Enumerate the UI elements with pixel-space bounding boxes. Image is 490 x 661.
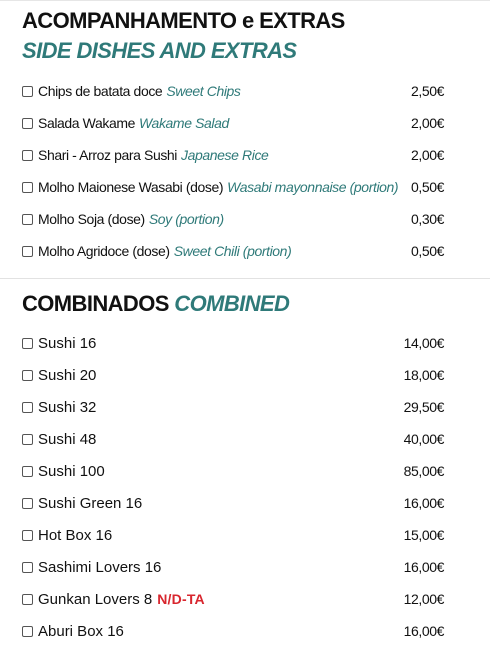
menu-item-name-pt: Chips de batata doce	[38, 83, 163, 99]
combo-item-checkbox[interactable]	[22, 466, 33, 477]
combo-item-checkbox[interactable]	[22, 370, 33, 381]
menu-item-name-pt: Molho Soja (dose)	[38, 211, 145, 227]
menu-item	[22, 112, 444, 134]
menu-item-checkbox[interactable]	[22, 246, 33, 257]
combo-item	[22, 332, 444, 354]
menu-item-checkbox[interactable]	[22, 150, 33, 161]
side-section-title: ACOMPANHAMENTO e EXTRAS	[22, 8, 345, 33]
menu-item-price: 0,30€	[410, 211, 444, 227]
combo-item-price: 29,50€	[403, 399, 444, 415]
combo-item-checkbox[interactable]	[22, 434, 33, 445]
combo-item-checkbox[interactable]	[22, 626, 33, 637]
menu-item-name-en: Wakame Salad	[139, 115, 229, 131]
combo-item	[22, 524, 444, 546]
combo-item	[22, 396, 444, 418]
combo-item	[22, 428, 444, 450]
menu-item-checkbox[interactable]	[22, 118, 33, 129]
combo-item-name: Sushi 32	[38, 398, 97, 416]
combo-item-price: 16,00€	[403, 559, 444, 575]
combo-item-price: 18,00€	[403, 367, 444, 383]
combo-item-price: 15,00€	[403, 527, 444, 543]
combo-item	[22, 588, 444, 610]
menu-item-checkbox[interactable]	[22, 86, 33, 97]
section-divider	[0, 278, 490, 279]
menu-item-name-en: Sweet Chips	[166, 83, 241, 99]
combo-item-price: 12,00€	[403, 591, 444, 607]
combo-item-checkbox[interactable]	[22, 562, 33, 573]
combined-title-en: COMBINED	[174, 291, 290, 316]
menu-item-price: 2,50€	[410, 83, 444, 99]
combo-item-checkbox[interactable]	[22, 498, 33, 509]
combo-item-name: Gunkan Lovers 8	[38, 590, 153, 608]
menu-item-name-en: Japanese Rice	[181, 147, 269, 163]
menu-item	[22, 176, 444, 198]
combined-section-title	[22, 291, 289, 317]
menu-item-name-pt: Molho Agridoce (dose)	[38, 243, 170, 259]
combined-title-pt: COMBINADOS	[22, 291, 169, 316]
combo-item-price: 16,00€	[403, 495, 444, 511]
menu-item	[22, 80, 444, 102]
combo-item	[22, 620, 444, 642]
combo-item-name: Sushi 48	[38, 430, 97, 448]
combo-item-name: Aburi Box 16	[38, 622, 124, 640]
combo-item-checkbox[interactable]	[22, 594, 33, 605]
menu-item	[22, 240, 444, 262]
combo-item-price: 40,00€	[403, 431, 444, 447]
menu-item-price: 2,00€	[410, 147, 444, 163]
menu-item-price: 2,00€	[410, 115, 444, 131]
menu-item-price: 0,50€	[410, 179, 444, 195]
combo-item-name: Hot Box 16	[38, 526, 113, 544]
combo-item-checkbox[interactable]	[22, 402, 33, 413]
menu-item-name-en: Sweet Chili (portion)	[173, 243, 292, 259]
menu-item-name-en: Wasabi mayonnaise (portion)	[227, 179, 399, 195]
combo-item	[22, 460, 444, 482]
combo-item	[22, 492, 444, 514]
menu-item	[22, 144, 444, 166]
combo-item-price: 16,00€	[403, 623, 444, 639]
top-border	[0, 0, 490, 1]
combo-item-name: Sushi Green 16	[38, 494, 143, 512]
side-section-subtitle: SIDE DISHES AND EXTRAS	[22, 38, 297, 63]
combo-item	[22, 556, 444, 578]
combo-item	[22, 364, 444, 386]
menu-item-name-en: Soy (portion)	[148, 211, 224, 227]
combo-item-price: 14,00€	[403, 335, 444, 351]
combo-item-name: Sushi 100	[38, 462, 105, 480]
menu-item-price: 0,50€	[410, 243, 444, 259]
menu-item-checkbox[interactable]	[22, 214, 33, 225]
menu-item-name-pt: Molho Maionese Wasabi (dose)	[38, 179, 224, 195]
combo-item-name: Sashimi Lovers 16	[38, 558, 162, 576]
menu-item	[22, 208, 444, 230]
combo-item-price: 85,00€	[403, 463, 444, 479]
combo-item-checkbox[interactable]	[22, 338, 33, 349]
menu-item-name-pt: Shari - Arroz para Sushi	[38, 147, 178, 163]
unavailable-badge: N/D-TA	[157, 591, 205, 607]
combo-item-name: Sushi 16	[38, 334, 97, 352]
menu-item-checkbox[interactable]	[22, 182, 33, 193]
combo-item-checkbox[interactable]	[22, 530, 33, 541]
menu-item-name-pt: Salada Wakame	[38, 115, 135, 131]
combo-item-name: Sushi 20	[38, 366, 97, 384]
